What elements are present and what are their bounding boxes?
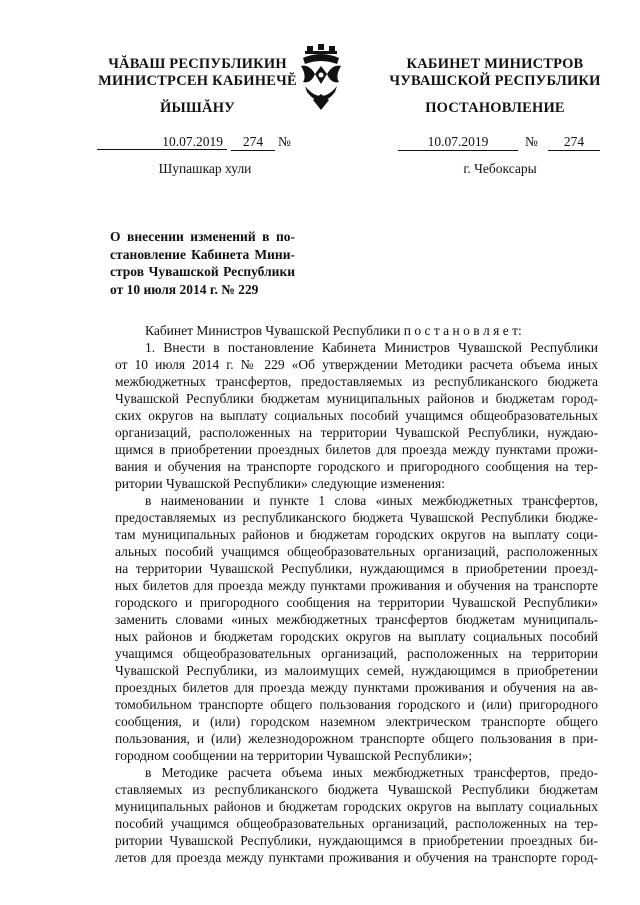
title-line: О внесении изменений в по- <box>110 229 295 244</box>
body-line: муниципальных районов и бюджетам городских округов на выплату социальных <box>115 799 598 814</box>
body-line: от 10 июля 2014 г. № 229 «Об утверждении Методики расчета объема иных <box>115 357 598 372</box>
header-right-line2: ЧУВАШСКОЙ РЕСПУБЛИКИ <box>389 73 601 89</box>
title-line: от 10 июля 2014 г. № 229 <box>110 281 259 297</box>
header-left-number-sign: № <box>278 134 291 149</box>
body-line: летов для проезда между пунктами проживания и обучения на транспорте город- <box>115 850 598 865</box>
body-line: щимся в приобретении проездных билетов для проезда между пунктами прожи- <box>115 442 598 457</box>
header-right-date: 10.07.2019 <box>398 133 518 151</box>
body-line: сообщения, и (или) городском наземном электрическом транспорте общего <box>115 714 598 729</box>
body-line: на территории Чувашской Республики, нуждающимся в приобретении проезд- <box>115 561 598 576</box>
body-line: там муниципальных районов и бюджетам городских округов на выплату соци- <box>115 527 598 542</box>
body-line: ритории Чувашской Республики» следующие изменения: <box>115 476 445 491</box>
body-line: в наименовании и пункте 1 слова «иных межбюджетных трансфертов, <box>145 493 598 508</box>
header-left-date: 10.07.2019 <box>97 133 227 150</box>
body-line: Чувашской Республики бюджетам муниципальных районов и бюджетам город- <box>115 391 598 406</box>
body-line: межбюджетных трансфертов, предоставляемых из республиканского бюджета <box>115 374 598 389</box>
body-line: альных пособий учащимся общеобразовательных организаций, расположенных <box>115 544 598 559</box>
header-left-number: 274 <box>231 133 275 151</box>
body-line: ских округов на выплату социальных пособий учащимся общеобразовательных <box>115 408 598 423</box>
header-right-number: 274 <box>548 133 600 151</box>
emblem-icon <box>297 44 345 114</box>
header-right-line1: КАБИНЕТ МИНИСТРОВ <box>406 56 584 72</box>
body-line: пособий учащимся общеобразовательных организаций, расположенных на тер- <box>115 816 598 831</box>
body-line: учащимся общеобразовательных организаций, расположенных на территории <box>115 646 598 661</box>
body-line: ных билетов для проезда между пунктами проживания и обучения на транспорте <box>115 578 598 593</box>
header-left-doc-type: ЙЫШĂНУ <box>159 100 236 116</box>
header-right-city: г. Чебоксары <box>463 161 537 176</box>
body-line: городского и пригородного сообщения на территории Чувашской Республики» <box>115 595 598 610</box>
header-left-line1: ЧĂВАШ РЕСПУБЛИКИН <box>108 56 287 72</box>
header-left-line2: МИНИСТРСЕН КАБИНЕЧĔ <box>98 73 297 89</box>
header-right-number-sign: № <box>525 134 538 149</box>
body-line: Кабинет Министров Чувашской Республики п о с т а н о в л я е т: <box>145 323 522 338</box>
body-line: томобильном транспорте общего пользования городского и (или) пригородного <box>115 697 598 712</box>
body-line: ритории Чувашской Республики, нуждающимся в приобретении проездных би- <box>115 833 598 848</box>
body-line: заменить словами «иных межбюджетных трансфертов бюджетам муниципаль- <box>115 612 598 627</box>
body-line: 1. Внести в постановление Кабинета Министров Чувашской Республики <box>145 340 598 355</box>
body-line: Чувашской Республики, из малоимущих семей, нуждающимся в приобретении <box>115 663 598 678</box>
header-left-city: Шупашкар хули <box>158 161 252 176</box>
body-line: в Методике расчета объема иных межбюджетных трансфертов, предо- <box>145 765 598 780</box>
body-line: предоставляемых из республиканского бюджета Чувашской Республики бюдже- <box>115 510 598 525</box>
body-line: ставляемых из республиканского бюджета Чувашской Республики бюджетам <box>115 782 598 797</box>
body-line: городном сообщении на территории Чувашской Республики»; <box>115 748 473 763</box>
body-line: ных районов и бюджетам городских округов на выплату социальных пособий <box>115 629 598 644</box>
body-line: проездных билетов для проезда между пунктами проживания и обучения на ав- <box>115 680 598 695</box>
title-line: становление Кабинета Мини- <box>110 246 295 262</box>
body-line: пользования, и (или) железнодорожном транспорте общего пользования в при- <box>115 731 598 746</box>
body-line: вания и обучения на транспорте городского и пригородного сообщения на тер- <box>115 459 598 474</box>
body-line: организаций, расположенных на территории Чувашской Республики, нуждаю- <box>115 425 598 440</box>
header-right-doc-type: ПОСТАНОВЛЕНИЕ <box>425 100 565 116</box>
title-line: стров Чувашской Республики <box>110 264 295 279</box>
document-title <box>110 228 295 298</box>
